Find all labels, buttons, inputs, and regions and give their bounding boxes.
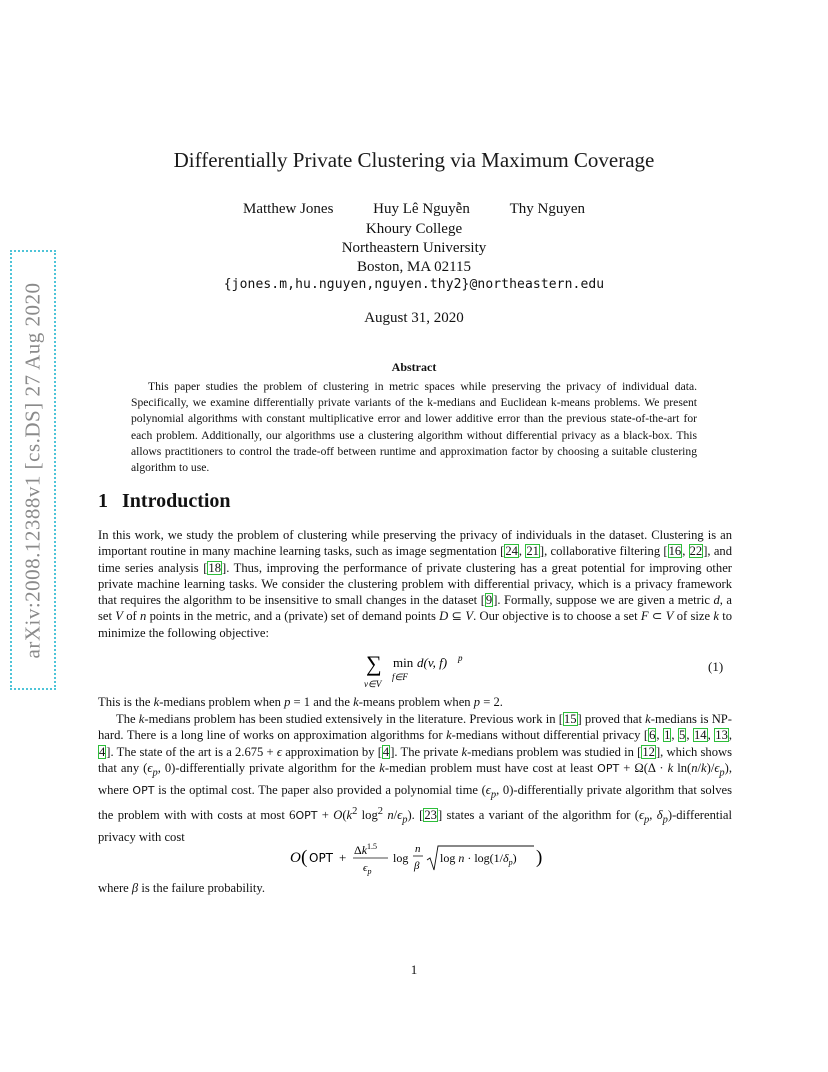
author-name: Matthew Jones <box>243 201 334 217</box>
affiliation-line: Northeastern University <box>341 240 487 256</box>
svg-text:d(v, f): d(v, f) <box>417 655 448 670</box>
author-name: Huy Lê Nguyễn <box>373 201 470 217</box>
citation[interactable]: [9] <box>480 593 498 608</box>
svg-text:ϵp: $\epsilon_p$ <box>363 862 372 876</box>
intro-paragraph-3: The k-medians problem has been studied extensively in the literature. Previous work in [15] proved that k-medians is NP-hard. There is a long line of works on approximation algorithms for k-medians without differential privacy [6, 1, 5, 14, 13, 4]. The state of the art is a 2.675 + ϵ approximation by [4]. The private k-medians problem was studied in [12], which shows that any ($\epsilon_p$, 0)-differentially private algorithm for the k-median problem must have cost at least OPT + Ω(Δ · k $\ln(n/k)/\epsilon_p$), where OPT is the optimal cost. The paper also provided a polynomial time ($\epsilon_p$, 0)-differentially private algorithm that solves the problem with with costs at most $6OPT + O(k^2$ $\log^2 n/\epsilon_p$). [23] states a variant of the algorithm for ($\epsilon_p$, $\delta_p$)-differential privacy with cost <box>98 712 733 844</box>
svg-text:f∈F: f∈F <box>392 672 408 682</box>
paper-date: August 31, 2020 <box>364 310 464 326</box>
svg-text:p: p <box>458 653 463 663</box>
citation[interactable]: [15] <box>558 712 582 726</box>
svg-text:(: ( <box>301 847 308 868</box>
author-name: Thy Nguyen <box>509 201 585 217</box>
affiliation-line: Boston, MA 02115 <box>356 259 472 275</box>
citation[interactable]: [16, 22] <box>663 544 708 559</box>
section-number: 1 <box>98 490 108 512</box>
affiliation-line: Khoury College <box>365 221 463 237</box>
svg-text:+: + <box>339 850 347 865</box>
svg-text:min: min <box>393 655 414 670</box>
citation[interactable]: [6, 1, 5, 14, 13, 4] <box>99 728 733 759</box>
citation[interactable]: [24, 21] <box>500 544 545 559</box>
page-number: 1 <box>410 962 418 977</box>
svg-text:n: n <box>415 843 421 855</box>
objective-equation <box>360 651 510 691</box>
citation[interactable]: [4] <box>377 744 395 759</box>
cost-bound-equation <box>290 840 550 876</box>
abstract-body: This paper studies the problem of clustering in metric spaces while preserving the privacy of individual data. Specifically, we examine differentially private variants of the k-medians and Euclidean k-means problems. We present polynomial algorithms with constant multiplicative error and lower additive error than the previous state-of-the-art for each problem. Additionally, our algorithms use a clustering algorithm without differential privacy as a black-box. This allows practitioners to control the trade-off between runtime and approximation factor by choosing a suitable clustering algorithm to use. <box>131 380 697 475</box>
citation[interactable]: [12] <box>637 744 661 759</box>
svg-text:∑: ∑ <box>366 651 382 676</box>
arxiv-id-text: arXiv:2008.12388v1 [cs.DS] 27 Aug 2020 <box>20 282 45 658</box>
intro-paragraph-2: This is the k-medians problem when p = 1 and the k-means problem when p = 2. <box>98 695 503 709</box>
svg-text:OPT: OPT <box>309 851 334 865</box>
author-emails[interactable]: {jones.m,hu.nguyen,nguyen.thy2}@northeastern.edu <box>223 277 605 292</box>
svg-text:): ) <box>536 847 543 868</box>
citation[interactable]: [18] <box>203 560 227 575</box>
citation[interactable]: [23] <box>419 807 443 822</box>
intro-paragraph-1: In this work, we study the problem of clustering while preserving the privacy of individuals in the dataset. Clustering is an important routine in many machine learning tasks, such as image segmentation [24, 21], collaborative filtering [16, 22], and time series analysis [18]. Thus, improving the performance of private clustering has a great potential for improving other private machine learning tasks. We consider the clustering problem with differential privacy, which is a privacy framework that requires the algorithm to be insensitive to small changes in the dataset [9]. Formally, suppose we are given a metric d, a set V of n points in the metric, and a (private) set of demand points D ⊆ V. Our objective is to choose a set F ⊂ V of size k to minimize the following objective: <box>98 528 733 640</box>
svg-text:v∈V: v∈V <box>364 679 382 689</box>
svg-text:β: β <box>414 860 420 872</box>
author-list <box>0 201 828 218</box>
svg-text:log: log <box>393 851 409 865</box>
svg-text:Δk1.5: $\Delta k^{1.5}$ <box>354 842 378 857</box>
section-title: Introduction <box>122 490 231 512</box>
equation-number: (1) <box>708 659 724 674</box>
intro-paragraph-4: where β is the failure probability. <box>98 881 266 895</box>
section-heading <box>98 490 231 513</box>
abstract-heading: Abstract <box>391 360 437 374</box>
paper-title: Differentially Private Clustering via Maximum Coverage <box>173 148 655 172</box>
svg-text:O: O <box>290 850 301 866</box>
svg-text:log n · log(1/δp): $\log n \cdot \log(1/\delta_p)$ <box>440 851 517 867</box>
